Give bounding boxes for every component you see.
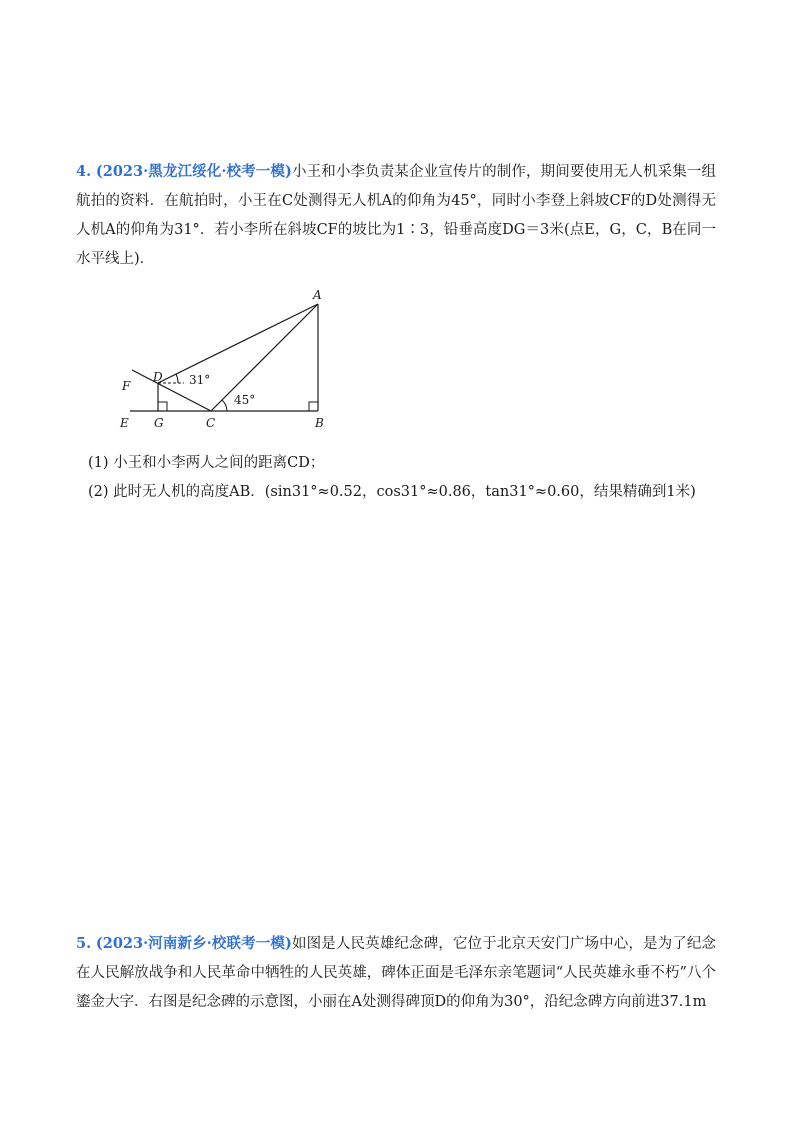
problem-number: 5. <box>76 935 92 952</box>
right-angle-g <box>158 402 167 411</box>
angle-label-c: 45° <box>234 393 256 407</box>
problem-text: 如图是人民英雄纪念碑，它位于北京天安门广场中心，是为了纪念在人民解放战争和人民革命中牺牲的人民英雄，碑体正面是毛泽东亲笔题词“人民英雄永垂不朽”八个鎏金大字．右图是纪念碑的示意图，小丽在A处测得碑顶D的仰角为30°，沿纪念碑方向前进37.1m <box>76 936 716 1010</box>
sight-da <box>158 304 318 383</box>
angle-label-d: 31° <box>189 373 211 387</box>
label-c: C <box>206 416 216 430</box>
problem-number: 4. <box>76 163 92 180</box>
problem-source: (2023·黑龙江绥化·校考一模) <box>95 163 292 180</box>
problem-4 <box>76 157 716 274</box>
problem-text: 小王和小李负责某企业宣传片的制作，期间要使用无人机采集一组航拍的资料．在航拍时，小王在C处测得无人机A的仰角为45°，同时小李登上斜坡CF的D处测得无人机A的仰角为31°．若小李所在斜坡CF的坡比为1∶3，铅垂高度DG＝3米(点E，G，C，B在同一水平线上)． <box>76 164 716 267</box>
question-2: (2) 此时无人机的高度AB．(sin31°≈0.52，cos31°≈0.86，tan31°≈0.60，结果精确到1米) <box>88 484 696 500</box>
problem-5 <box>76 929 716 1017</box>
angle-arc-d <box>176 374 178 383</box>
sight-ca <box>211 304 318 411</box>
problem-source: (2023·河南新乡·校联考一模) <box>95 935 292 952</box>
label-b: B <box>315 416 324 430</box>
geometry-figure <box>110 284 340 434</box>
label-e: E <box>120 416 129 430</box>
right-angle-b <box>309 402 318 411</box>
angle-arc-c <box>222 400 227 411</box>
label-d: D <box>153 370 163 384</box>
label-f: F <box>122 379 131 393</box>
label-a: A <box>313 288 322 302</box>
label-g: G <box>154 416 164 430</box>
question-1: (1) 小王和小李两人之间的距离CD； <box>88 455 325 471</box>
